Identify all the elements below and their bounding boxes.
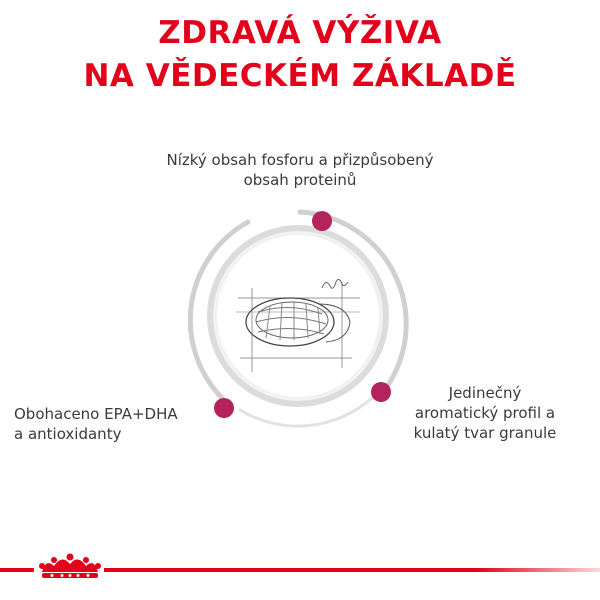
accent-dot-left xyxy=(214,398,234,418)
footer-line-right xyxy=(104,568,600,572)
accent-dot-top xyxy=(312,211,332,231)
callout-top-line-1: Nízký obsah fosforu a přizpůsobený xyxy=(166,151,434,169)
callout-right-line-1: Jedinečný xyxy=(448,384,522,402)
inner-ring-highlight xyxy=(216,234,380,398)
title-line-1: ZDRAVÁ VÝŽIVA xyxy=(158,15,442,51)
callout-left-line-2: a antioxidanty xyxy=(14,425,122,443)
royal-crown-logo xyxy=(38,552,102,586)
footer-line-left xyxy=(0,568,34,572)
accent-dot-right xyxy=(371,382,391,402)
callout-left-line-1: Obohaceno EPA+DHA xyxy=(14,405,178,423)
callout-right-line-3: kulatý tvar granule xyxy=(413,424,557,442)
callout-top-line-2: obsah proteinů xyxy=(243,171,357,189)
title-line-2: NA VĚDECKÉM ZÁKLADĚ xyxy=(83,58,517,94)
callout-right-line-2: aromatický profil a xyxy=(414,404,556,422)
